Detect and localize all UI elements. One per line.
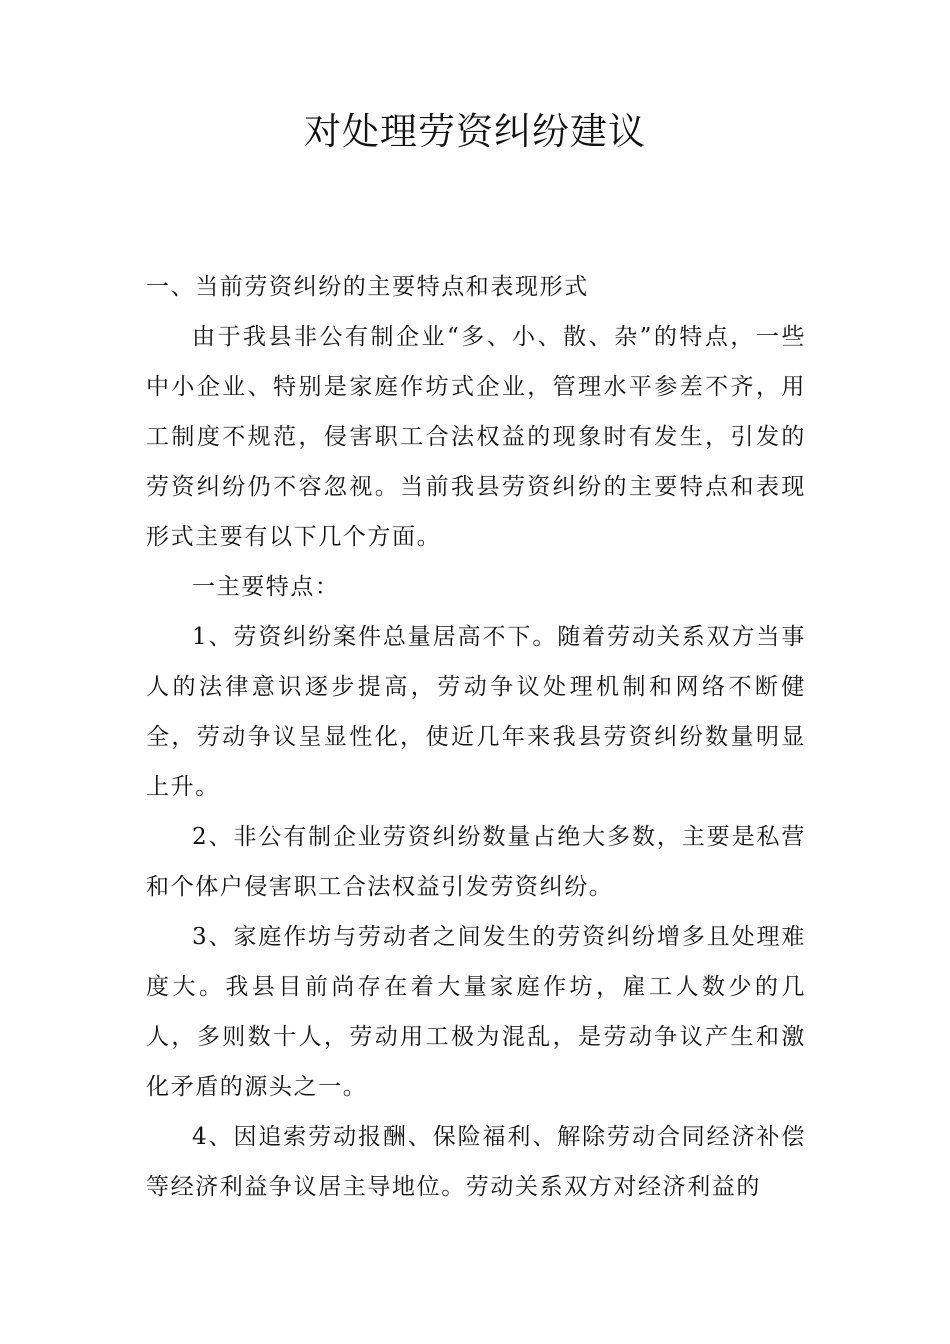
point-paragraph-4: 4、因追索劳动报酬、保险福利、解除劳动合同经济补偿等经济利益争议居主导地位。劳动关系双方对经济利益的 (146, 1124, 806, 1200)
document-title: 对处理劳资纠纷建议 (304, 110, 646, 153)
point-paragraph-1: 1、劳资纠纷案件总量居高不下。随着劳动关系双方当事人的法律意识逐步提高，劳动争议处理机制和网络不断健全，劳动争议呈显性化，使近几年来我县劳资纠纷数量明显上升。 (146, 624, 806, 800)
section-heading: 一、当前劳资纠纷的主要特点和表现形式 (146, 274, 589, 300)
point-paragraph-2: 2、非公有制企业劳资纠纷数量占绝大多数，主要是私营和个体户侵害职工合法权益引发劳资纠纷。 (146, 824, 806, 900)
intro-paragraph: 由于我县非公有制企业“多、小、散、杂”的特点，一些中小企业、特别是家庭作坊式企业，管理水平参差不齐，用工制度不规范，侵害职工合法权益的现象时有发生，引发的劳资纠纷仍不容忽视。当前我县劳资纠纷的主要特点和表现形式主要有以下几个方面。 (146, 324, 806, 550)
document-body (146, 262, 806, 1212)
sub-heading: 一主要特点： (192, 574, 340, 600)
point-paragraph-3: 3、家庭作坊与劳动者之间发生的劳资纠纷增多且处理难度大。我县目前尚存在着大量家庭作坊，雇工人数少的几人，多则数十人，劳动用工极为混乱，是劳动争议产生和激化矛盾的源头之一。 (146, 924, 806, 1100)
